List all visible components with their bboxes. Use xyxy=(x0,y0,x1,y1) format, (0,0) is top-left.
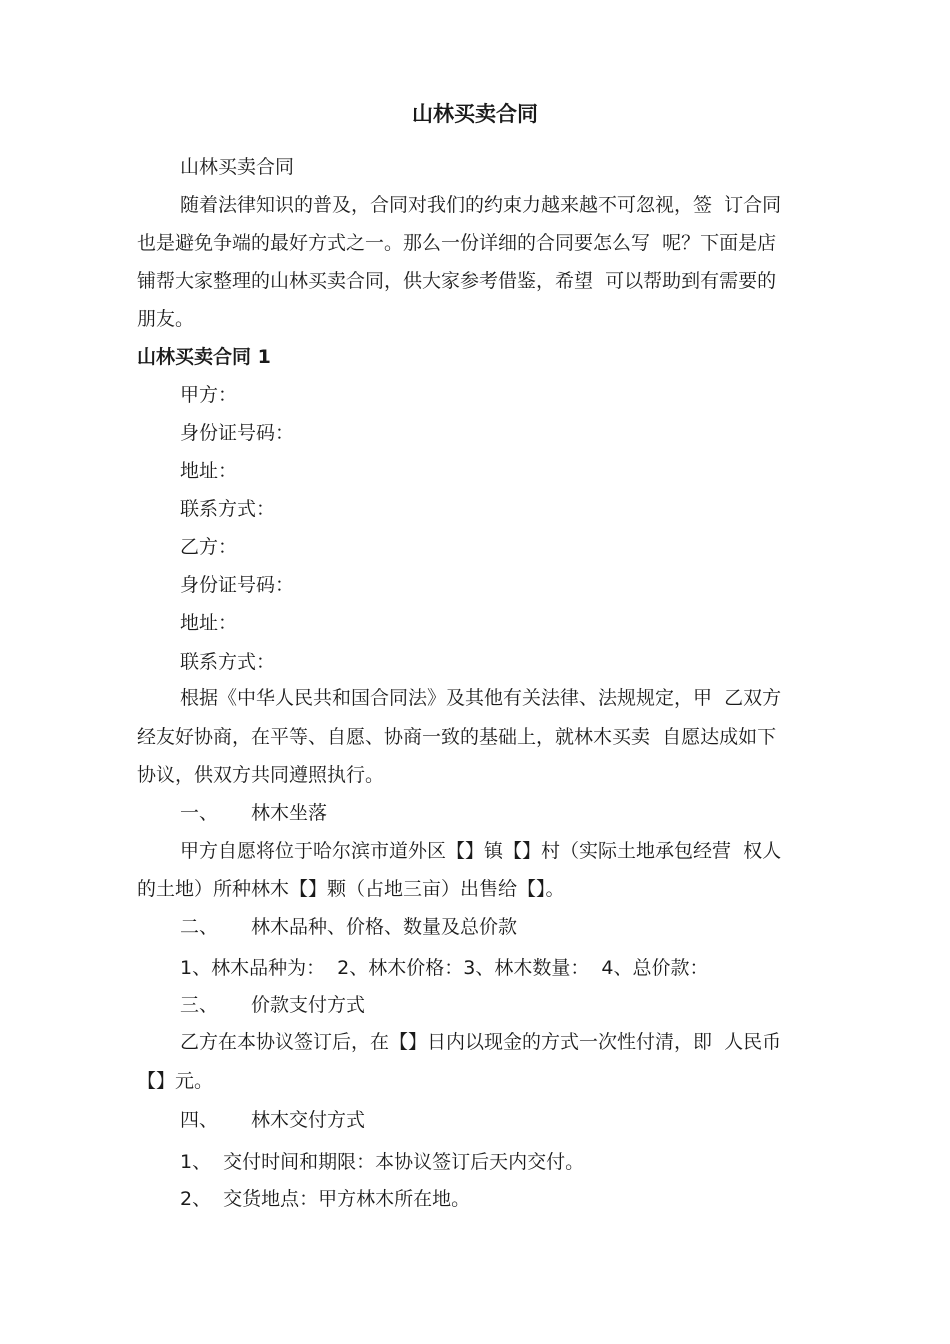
clause-3-heading xyxy=(0,993,950,1017)
clause-2-heading xyxy=(0,915,950,939)
clause-1-number: 一、 xyxy=(180,802,219,824)
clause-2-number: 二、 xyxy=(180,916,219,938)
party-b-address-label: 地址： xyxy=(180,612,238,634)
intro-line-4: 朋友。 xyxy=(137,308,195,330)
clause-1-heading xyxy=(0,801,950,825)
party-b-id-label: 身份证号码： xyxy=(180,574,295,596)
clause-1-title: 林木坐落 xyxy=(251,802,328,824)
clause-1-body-line-2: 的土地）所种林木【】颗（占地三亩）出售给【】。 xyxy=(137,878,565,900)
clause-3-number: 三、 xyxy=(180,994,219,1016)
subtitle: 山林买卖合同 xyxy=(180,156,295,178)
intro-line-2: 也是避免争端的最好方式之一。那么一份详细的合同要怎么写 呢？下面是店 xyxy=(137,232,777,254)
intro-line-1: 随着法律知识的普及，合同对我们的约束力越来越不可忽视，签 订合同 xyxy=(180,194,782,216)
clause-2-body: 1、林木品种为： 2、林木价格：3、林木数量： 4、总价款： xyxy=(180,957,709,979)
document-title: 山林买卖合同 xyxy=(412,102,538,126)
clause-4-item-1: 1、 交付时间和期限：本协议签订后天内交付。 xyxy=(180,1151,585,1173)
party-b-contact-label: 联系方式： xyxy=(180,651,276,673)
intro-line-3: 铺帮大家整理的山林买卖合同，供大家参考借鉴，希望 可以帮助到有需要的 xyxy=(137,270,777,292)
party-a-label: 甲方： xyxy=(180,384,238,406)
section-heading: 山林买卖合同 1 xyxy=(137,346,271,368)
party-b-label: 乙方： xyxy=(180,536,238,558)
party-a-address-label: 地址： xyxy=(180,460,238,482)
preamble-line-1: 根据《中华人民共和国合同法》及其他有关法律、法规规定，甲 乙双方 xyxy=(180,687,782,709)
party-a-id-label: 身份证号码： xyxy=(180,422,295,444)
clause-1-body-line-1: 甲方自愿将位于哈尔滨市道外区【】镇【】村（实际土地承包经营 权人 xyxy=(180,840,782,862)
clause-3-body-line-2: 【】元。 xyxy=(137,1070,214,1092)
clause-4-number: 四、 xyxy=(180,1109,219,1131)
preamble-line-2: 经友好协商，在平等、自愿、协商一致的基础上，就林木买卖 自愿达成如下 xyxy=(137,726,777,748)
party-a-contact-label: 联系方式： xyxy=(180,498,276,520)
clause-4-title: 林木交付方式 xyxy=(251,1109,366,1131)
clause-4-item-2: 2、 交货地点：甲方林木所在地。 xyxy=(180,1188,471,1210)
clause-4-heading xyxy=(0,1108,950,1132)
preamble-line-3: 协议，供双方共同遵照执行。 xyxy=(137,764,385,786)
clause-2-title: 林木品种、价格、数量及总价款 xyxy=(251,916,518,938)
clause-3-body-line-1: 乙方在本协议签订后，在【】日内以现金的方式一次性付清，即 人民币 xyxy=(180,1031,782,1053)
clause-3-title: 价款支付方式 xyxy=(251,994,366,1016)
